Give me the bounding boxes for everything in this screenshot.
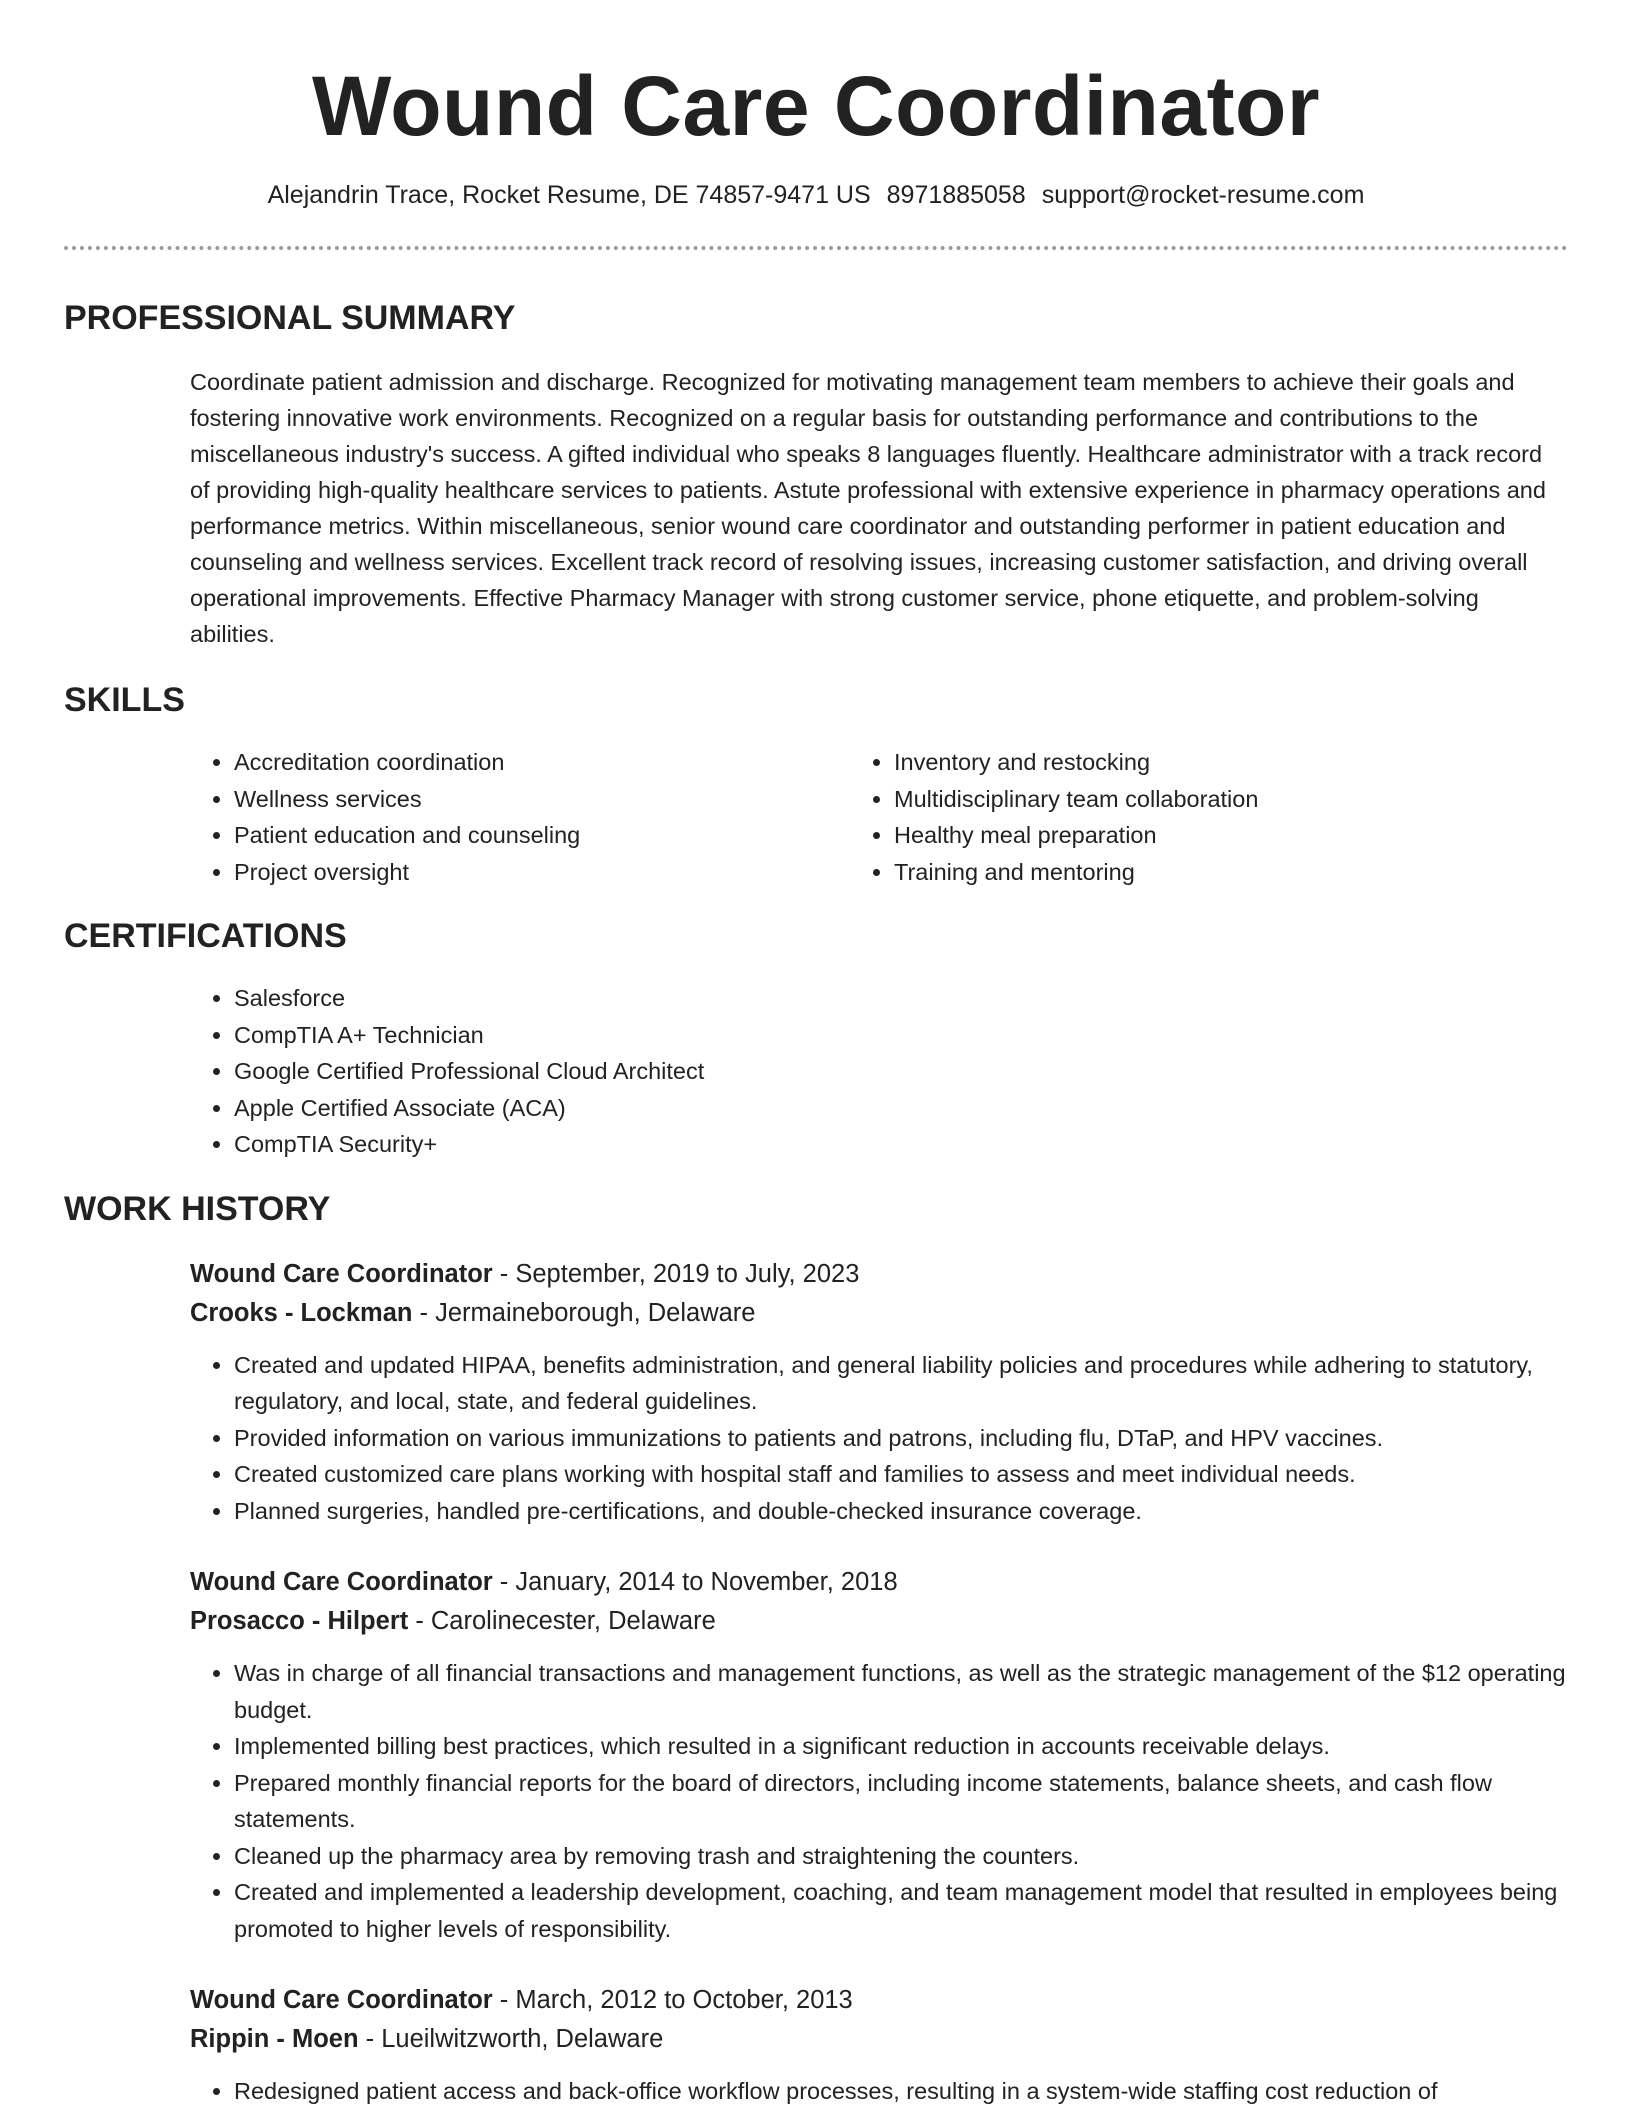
skill-item: • Patient education and counseling (234, 817, 870, 854)
job-bullet: • Created and implemented a leadership development, coaching, and team management model that resulted in employees being promoted to higher levels of responsibility. (234, 1874, 1568, 1947)
job-location: - Jermaineborough, Delaware (412, 1298, 756, 1327)
job-bullet: • Provided information on various immunizations to patients and patrons, including flu, DTaP, and HPV vaccines. (234, 1420, 1568, 1457)
work-history-heading: WORK HISTORY (64, 1189, 331, 1228)
skill-item: • Healthy meal preparation (894, 817, 1258, 854)
certification-item: • CompTIA A+ Technician (234, 1017, 1568, 1054)
contact-line (64, 178, 1568, 212)
job-bullet: • Implemented billing best practices, which resulted in a significant reduction in accounts receivable delays. (234, 1728, 1568, 1765)
job-bullet: • Created customized care plans working with hospital staff and families to assess and meet individual needs. (234, 1456, 1568, 1493)
job-dates: - January, 2014 to November, 2018 (492, 1568, 898, 1596)
job-bullet: • Created and updated HIPAA, benefits administration, and general liability policies and procedures while adhering to statutory, regulatory, and local, state, and federal guidelines. (234, 1347, 1568, 1420)
job-bullet: • Cleaned up the pharmacy area by removing trash and straightening the counters. (234, 1838, 1568, 1875)
skills-column-left (190, 744, 870, 890)
certifications-heading: CERTIFICATIONS (64, 917, 347, 955)
job-dates: - September, 2019 to July, 2023 (492, 1259, 860, 1288)
skill-item: • Wellness services (234, 781, 870, 818)
skills-heading: SKILLS (64, 681, 185, 719)
resume-title: Wound Care Coordinator (311, 59, 1321, 153)
header-divider (64, 246, 1568, 250)
certification-item: • Salesforce (234, 980, 1568, 1017)
resume-page (64, 0, 1568, 2110)
job-role: Wound Care Coordinator (190, 1259, 493, 1288)
job-bullet: • Redesigned patient access and back-office workflow processes, resulting in a system-wide staffing cost reduction of (234, 2073, 1568, 2110)
job-company-line (190, 1294, 1568, 1333)
job-location: - Carolinecester, Delaware (408, 1607, 716, 1635)
job-bullets (190, 1347, 1568, 1530)
job-entry (190, 1255, 1568, 1530)
certification-item: • Google Certified Professional Cloud Architect (234, 1053, 1568, 1090)
job-role-line (190, 1255, 1568, 1294)
skill-item: • Accreditation coordination (234, 744, 870, 781)
job-bullets (190, 1655, 1568, 1947)
job-bullet: • Was in charge of all financial transactions and management functions, as well as the strategic management of the $12 operating budget. (234, 1655, 1568, 1728)
skills-list (190, 744, 1568, 890)
contact-phone: 8971885058 (886, 181, 1026, 209)
job-company: Prosacco - Hilpert (190, 1607, 409, 1635)
job-dates: - March, 2012 to October, 2013 (492, 1986, 853, 2014)
contact-address: Alejandrin Trace, Rocket Resume, DE 74857-9471 US (267, 181, 871, 209)
job-role: Wound Care Coordinator (190, 1568, 493, 1596)
skills-column-right (870, 744, 1258, 890)
job-role-line (190, 1981, 1568, 2020)
job-company: Rippin - Moen (190, 2025, 359, 2053)
skill-item: • Training and mentoring (894, 854, 1258, 891)
contact-email: support@rocket-resume.com (1041, 181, 1365, 209)
job-location: - Lueilwitzworth, Delaware (358, 2025, 664, 2053)
job-entry (190, 1981, 1568, 2110)
summary-heading: PROFESSIONAL SUMMARY (64, 299, 516, 337)
skill-item: • Inventory and restocking (894, 744, 1258, 781)
job-company-line (190, 1602, 1568, 1641)
job-company-line (190, 2020, 1568, 2059)
job-company: Crooks - Lockman (190, 1298, 413, 1327)
skill-item: • Multidisciplinary team collaboration (894, 781, 1258, 818)
job-bullet: • Prepared monthly financial reports for the board of directors, including income statements, balance sheets, and cash flow statements. (234, 1765, 1568, 1838)
certification-item: • CompTIA Security+ (234, 1126, 1568, 1163)
job-entry (190, 1563, 1568, 1947)
summary-text: Coordinate patient admission and discharge. Recognized for motivating management team members to achieve their goals and fostering innovative work environments. Recognized on a regular basis for outstanding performance and contributions to the miscellaneous industry's success. A gifted individual who speaks 8 languages fluently. Healthcare administrator with a track record of providing high-quality healthcare services to patients. Astute professional with extensive experience in pharmacy operations and performance metrics. Within miscellaneous, senior wound care coordinator and outstanding performer in patient education and counseling and wellness services. Excellent track record of resolving issues, increasing customer satisfaction, and driving overall operational improvements. Effective Pharmacy Manager with strong customer service, phone etiquette, and problem-solving abilities. (190, 369, 1546, 647)
job-bullets (190, 2073, 1568, 2110)
certifications-list (190, 980, 1568, 1163)
skill-item: • Project oversight (234, 854, 870, 891)
job-role: Wound Care Coordinator (190, 1986, 493, 2014)
certification-item: • Apple Certified Associate (ACA) (234, 1090, 1568, 1127)
job-bullet: • Planned surgeries, handled pre-certifications, and double-checked insurance coverage. (234, 1493, 1568, 1530)
job-role-line (190, 1563, 1568, 1602)
